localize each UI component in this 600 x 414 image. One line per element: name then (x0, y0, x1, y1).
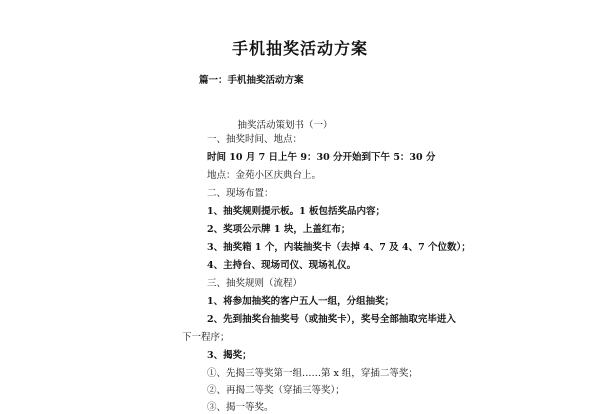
reveal-step-1: ①、先揭三等奖第一组……第 x 组，穿插二等奖； (207, 368, 418, 379)
setup-item-2: 2、奖项公示牌 1 块，上盖红布； (207, 224, 351, 235)
time-line: 时间 10 月 7 日上午 9：30 分开始到下午 5：30 分 (207, 152, 436, 163)
chapter-heading: 篇一：手机抽奖活动方案 (199, 75, 304, 86)
rule-item-1: 1、将参加抽奖的客户五人一组，分组抽奖； (207, 296, 395, 307)
location-line: 地点：金苑小区庆典台上。 (207, 170, 322, 181)
rule-item-2: 2、先到抽奖台抽奖号（或抽奖卡），奖号全部抽取完毕进入 (207, 314, 456, 325)
reveal-step-2: ②、再揭二等奖（穿插三等奖）； (207, 385, 345, 396)
document-title: 手机抽奖活动方案 (231, 39, 368, 58)
reveal-step-3: ③、揭一等奖。 (207, 402, 274, 413)
heading-time-location: 一、抽奖时间、地点： (207, 134, 303, 145)
rule-item-2-continued: 下一程序； (182, 332, 230, 343)
setup-item-3: 3、抽奖箱 1 个，内装抽奖卡（去掉 4、7 及 4、7 个位数）； (207, 242, 471, 253)
rule-item-3: 3、揭奖； (207, 350, 252, 361)
section-title: 抽奖活动策划书（一） (237, 120, 333, 131)
heading-setup: 二、现场布置： (207, 188, 274, 199)
heading-rules: 三、抽奖规则（流程） (207, 278, 303, 289)
setup-item-4: 4、主持台、现场司仪、现场礼仪。 (207, 260, 357, 271)
setup-item-1: 1、抽奖规则提示板。1 板包括奖品内容； (207, 206, 386, 217)
